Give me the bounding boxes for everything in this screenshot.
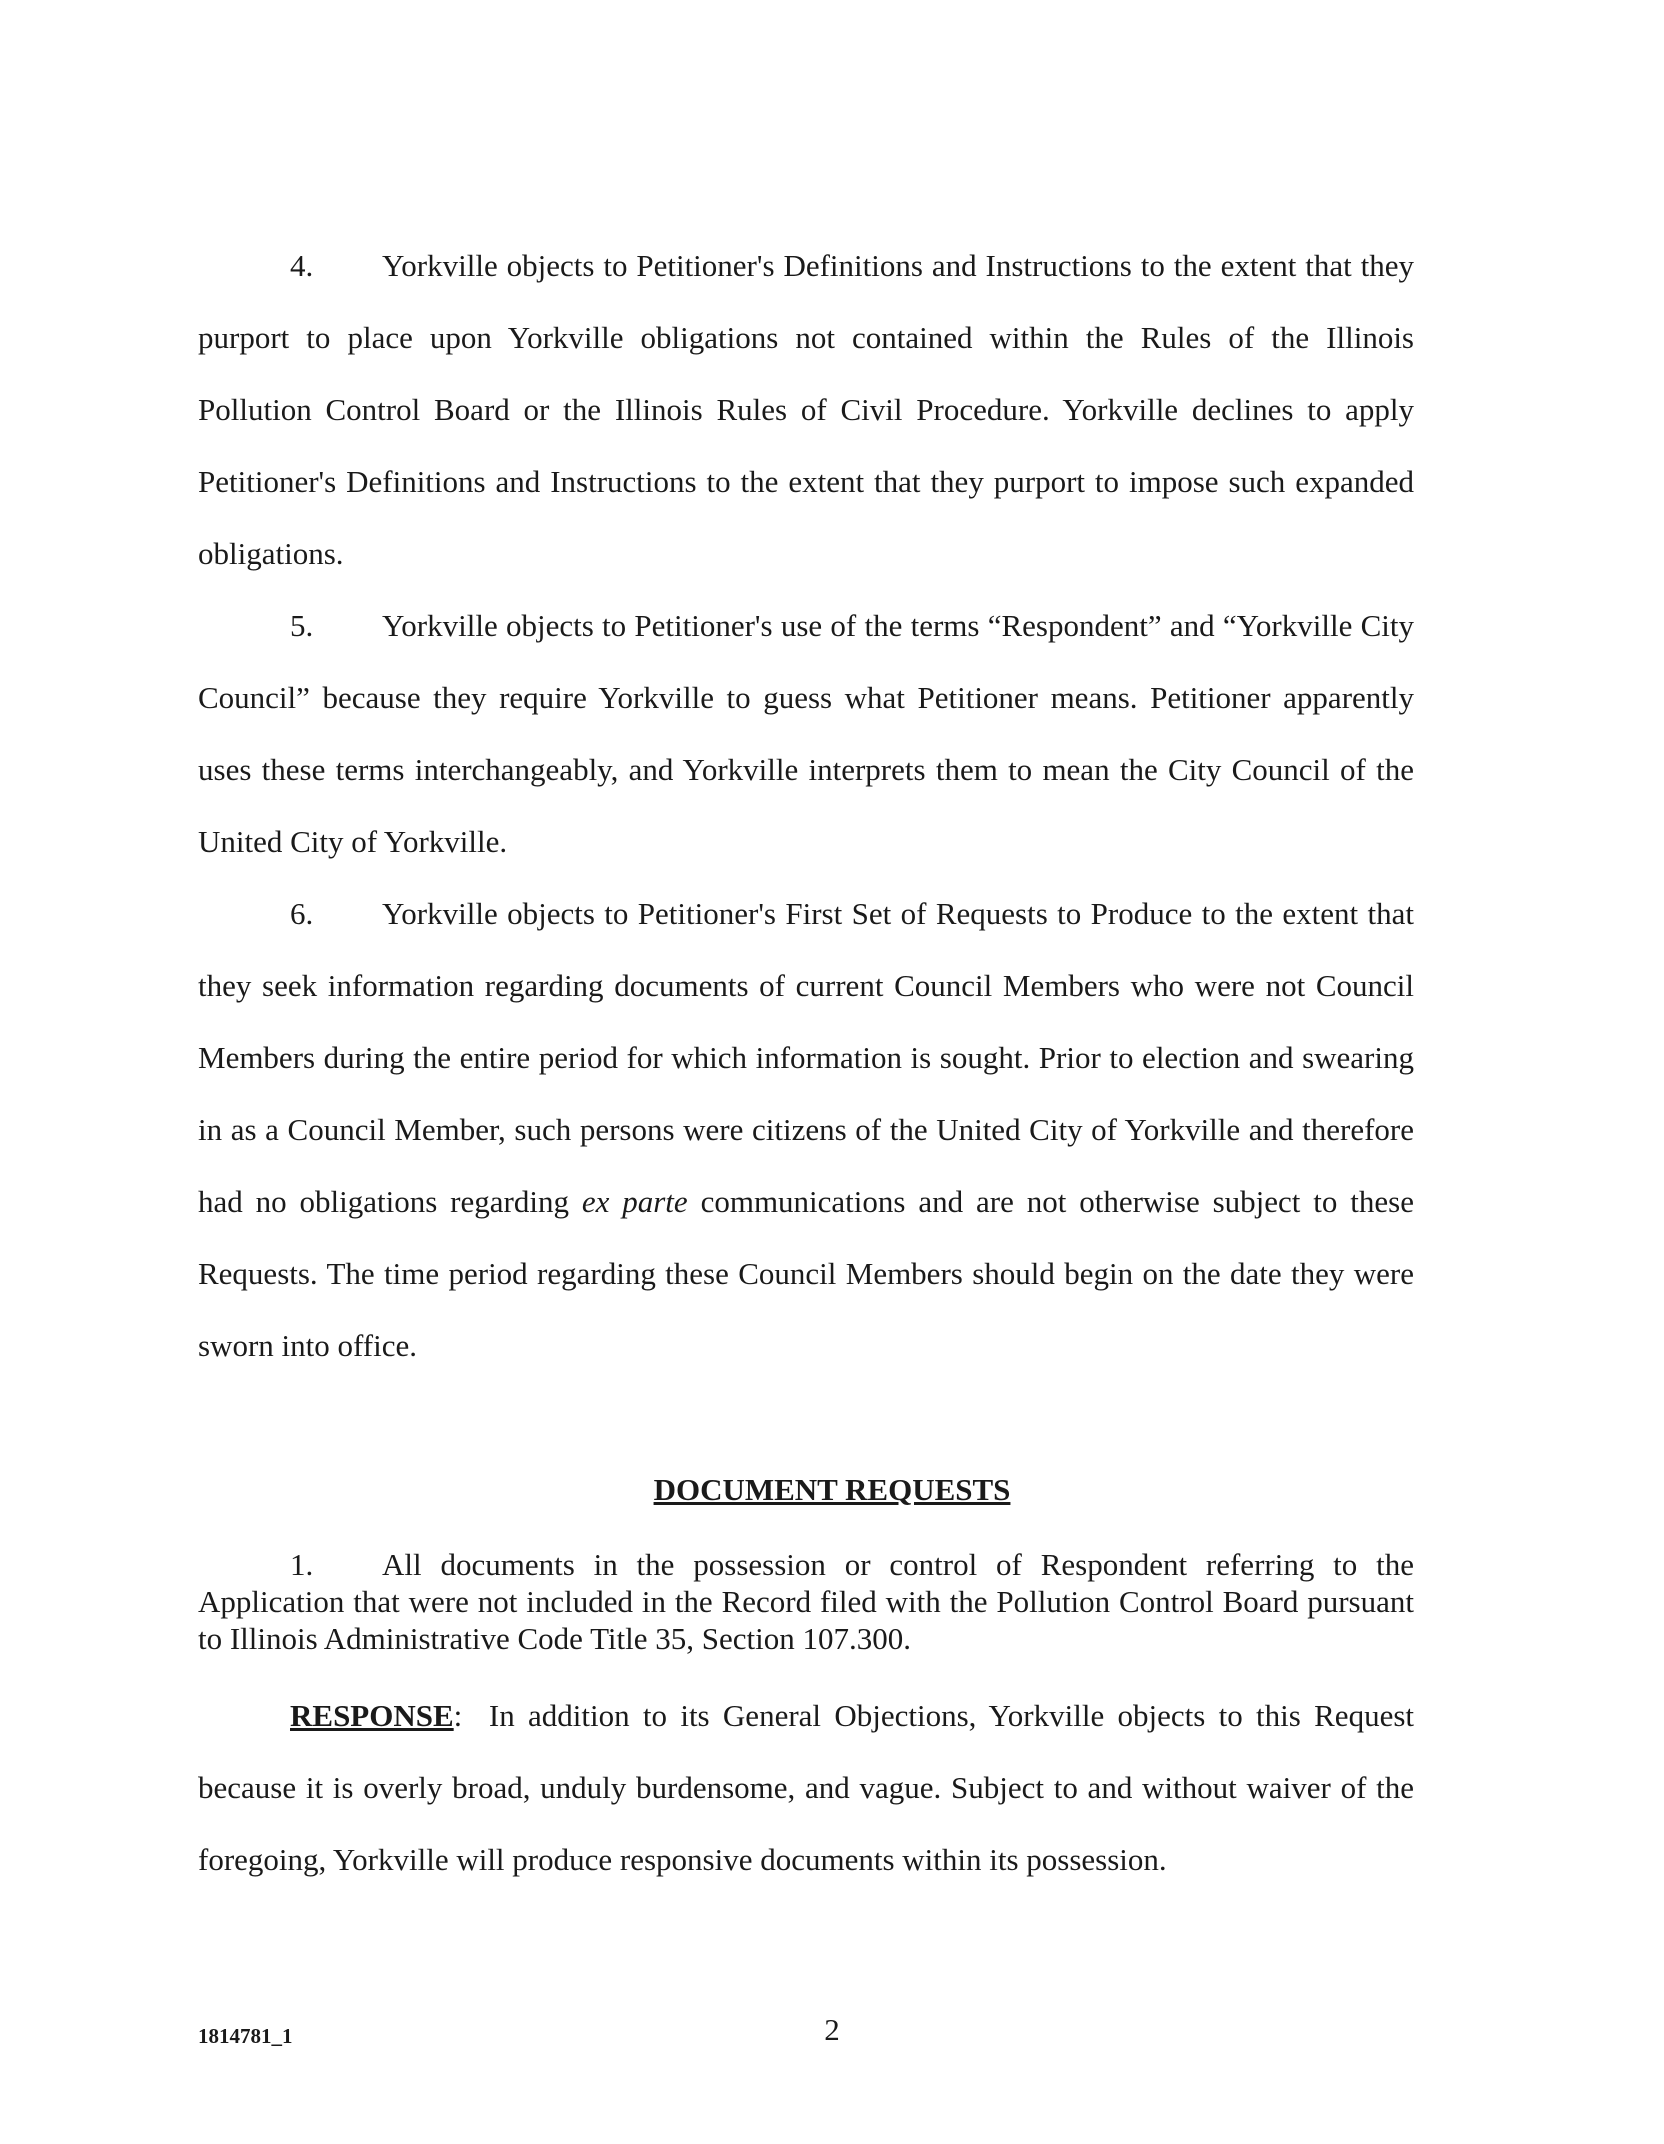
objection-paragraph-6 xyxy=(198,878,1414,1382)
objection-text-part-1: Yorkville objects to Petitioner's First Set of Requests to Produce to the extent that they seek information regarding documents of current Council Members who were not Council Members during the entire period for which information is sought. Prior to election and swearing in as a Council Member, such persons were citizens of the United City of Yorkville and therefore had no obligations regarding xyxy=(198,896,1414,1219)
response-paragraph xyxy=(198,1680,1414,1896)
objection-number: 6. xyxy=(290,896,314,931)
response-separator: : xyxy=(453,1698,463,1733)
objection-number: 5. xyxy=(290,608,314,643)
objection-paragraph-4 xyxy=(198,230,1414,590)
objection-paragraph-5 xyxy=(198,590,1414,878)
objection-number: 4. xyxy=(290,248,314,283)
request-text: All documents in the possession or control of Respondent referring to the Application that were not included in the Record filed with the Pollution Control Board pursuant to Illinois Administrative Code Title 35, Section 107.300. xyxy=(198,1547,1414,1656)
response-label: RESPONSE xyxy=(290,1698,454,1733)
document-id: 1814781_1 xyxy=(198,2024,293,2048)
page-number: 2 xyxy=(824,2012,840,2047)
objection-text-part-2: communications and are not otherwise subject to these Requests. The time period regarding these Council Members should begin on the date they were sworn into office. xyxy=(198,1184,1414,1363)
document-request-1 xyxy=(198,1546,1414,1657)
response-text: In addition to its General Objections, Yorkville objects to this Request because it is overly broad, unduly burdensome, and vague. Subject to and without waiver of the foregoing, Yorkville will produce responsive documents within its possession. xyxy=(198,1698,1415,1877)
section-heading: DOCUMENT REQUESTS xyxy=(653,1472,1011,1507)
objection-text: Yorkville objects to Petitioner's Definitions and Instructions to the extent that they purport to place upon Yorkville obligations not contained within the Rules of the Illinois Pollution Control Board or the Illinois Rules of Civil Procedure. Yorkville declines to apply Petitioner's Definitions and Instructions to the extent that they purport to impose such expanded obligations. xyxy=(198,248,1414,571)
request-number: 1. xyxy=(290,1547,314,1582)
objection-text: Yorkville objects to Petitioner's use of the terms “Respondent” and “Yorkville City Council” because they require Yorkville to guess what Petitioner means. Petitioner apparently uses these terms interchangeably, and Yorkville interprets them to mean the City Council of the United City of Yorkville. xyxy=(198,608,1414,859)
objection-text-italic: ex parte xyxy=(581,1184,688,1219)
